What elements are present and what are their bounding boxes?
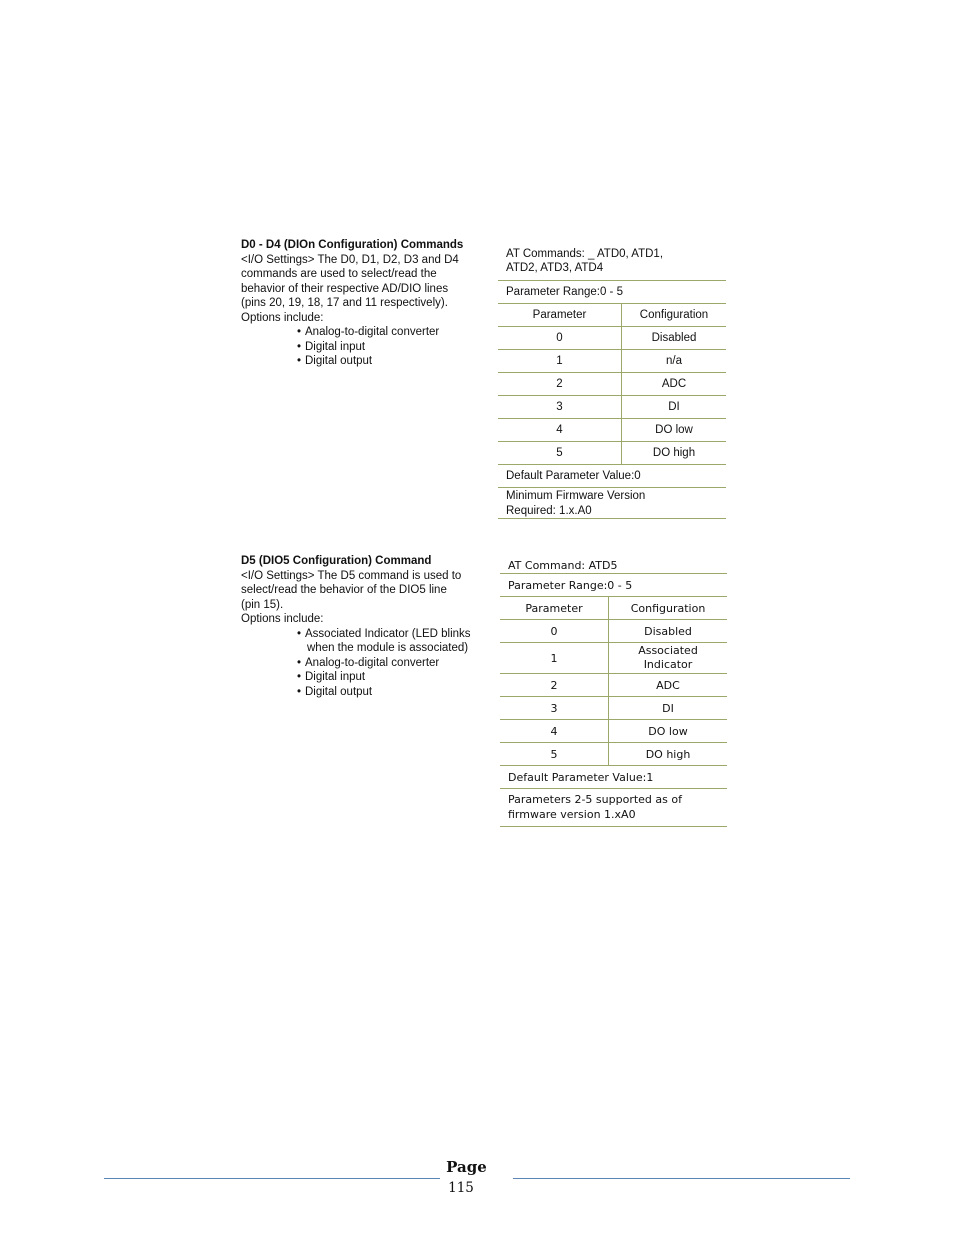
configuration-text: DO high — [645, 747, 691, 761]
parameter-cell: 5 — [498, 442, 622, 464]
section2-table — [500, 554, 727, 827]
configuration-text: Associated — [638, 643, 698, 657]
default-value-row — [500, 766, 727, 789]
section1-desc-line: Options include: — [241, 311, 324, 324]
section2-description — [241, 554, 496, 699]
configuration-cell — [609, 743, 727, 765]
default-parameter-value: Default Parameter Value:1 — [508, 770, 654, 784]
parameter-cell: 4 — [498, 419, 622, 441]
section2-desc-line: Options include: — [241, 613, 324, 625]
parameter-cell: 1 — [498, 350, 622, 372]
page-word: Page — [446, 1158, 487, 1176]
table-row — [500, 643, 727, 674]
section1-options-list — [241, 325, 491, 369]
table-row — [498, 373, 726, 396]
section2-options-list — [241, 627, 496, 700]
parameter-range-row — [500, 574, 727, 597]
configuration-cell: DO low — [655, 424, 693, 436]
section1-description — [241, 238, 491, 369]
parameter-cell: 4 — [500, 720, 609, 742]
at-commands-line: AT Commands: _ ATD0, ATD1, — [506, 248, 664, 260]
configuration-cell: ADC — [661, 378, 687, 390]
configuration-text: DO low — [648, 724, 688, 738]
table-row — [498, 442, 726, 465]
configuration-cell: DO high — [652, 447, 696, 459]
section2-desc-line: (pin 15). — [241, 598, 284, 611]
section1-table — [498, 244, 726, 519]
column-header-configuration: Configuration — [630, 601, 706, 615]
configuration-cell — [609, 720, 727, 742]
note-line: firmware version 1.xA0 — [508, 808, 636, 821]
table-row — [500, 720, 727, 743]
default-parameter-value: Default Parameter Value:0 — [506, 470, 641, 482]
configuration-text: Indicator — [643, 658, 693, 671]
at-command: AT Command: ATD5 — [508, 559, 618, 572]
parameter-cell: 3 — [500, 697, 609, 719]
table-row — [500, 620, 727, 643]
table-row — [500, 674, 727, 697]
table-row — [498, 350, 726, 373]
table-row — [498, 327, 726, 350]
note-row — [500, 789, 727, 827]
footer-divider-right — [513, 1178, 850, 1179]
list-item — [297, 627, 496, 656]
list-item: • Digital output — [297, 685, 496, 700]
firmware-line: Minimum Firmware Version — [506, 490, 646, 502]
list-item: • Analog-to-digital converter — [297, 325, 491, 340]
list-item: • Digital output — [297, 354, 491, 369]
section1-desc-line: commands are used to select/read the — [241, 268, 437, 280]
page-number: 115 — [448, 1180, 474, 1196]
table-header-row — [498, 304, 726, 327]
footer-divider-left — [104, 1178, 440, 1179]
parameter-cell: 2 — [498, 373, 622, 395]
list-item: • Digital input — [297, 340, 491, 355]
note-line: Parameters 2-5 supported as of — [508, 793, 682, 806]
parameter-range: Parameter Range:0 - 5 — [506, 286, 623, 298]
parameter-cell: 0 — [498, 327, 622, 349]
configuration-cell — [609, 620, 727, 642]
firmware-line: Required: 1.x.A0 — [506, 504, 592, 517]
list-item: • Digital input — [297, 670, 496, 685]
parameter-cell: 1 — [500, 643, 609, 673]
section2-desc-line: <I/O Settings> The D5 command is used to — [241, 569, 462, 582]
section2-title: D5 (DIO5 Configuration) Command — [241, 555, 432, 567]
configuration-cell — [609, 674, 727, 696]
table-row — [500, 743, 727, 766]
section1-desc-line: <I/O Settings> The D0, D1, D2, D3 and D4 — [241, 253, 459, 266]
at-commands-row — [498, 244, 726, 281]
option-text: Associated Indicator (LED blinks — [305, 627, 471, 640]
column-header-parameter: Parameter — [498, 304, 622, 326]
parameter-cell: 0 — [500, 620, 609, 642]
column-header-configuration: Configuration — [639, 309, 709, 321]
table-row — [498, 419, 726, 442]
column-header-parameter: Parameter — [500, 597, 609, 619]
default-value-row — [498, 465, 726, 488]
section1-desc-line: (pins 20, 19, 18, 17 and 11 respectively). — [241, 297, 448, 309]
parameter-range: Parameter Range:0 - 5 — [508, 578, 633, 592]
configuration-text: DI — [662, 701, 674, 715]
table-header-row — [500, 597, 727, 620]
section1-title: D0 - D4 (DIOn Configuration) Commands — [241, 239, 464, 251]
table-row — [498, 396, 726, 419]
parameter-cell: 2 — [500, 674, 609, 696]
configuration-cell: Disabled — [651, 332, 697, 344]
parameter-cell: 5 — [500, 743, 609, 765]
option-text: when the module is associated) — [307, 642, 469, 654]
parameter-cell: 3 — [498, 396, 622, 418]
firmware-row — [498, 488, 726, 519]
section2-desc-line: select/read the behavior of the DIO5 line — [241, 584, 447, 596]
parameter-range-row — [498, 281, 726, 304]
at-commands-line: ATD2, ATD3, ATD4 — [506, 262, 604, 274]
configuration-text: Disabled — [644, 624, 692, 638]
configuration-cell — [609, 697, 727, 719]
configuration-cell: DI — [668, 401, 680, 413]
section1-desc-line: behavior of their respective AD/DIO lines — [241, 282, 449, 295]
configuration-cell — [609, 643, 727, 673]
configuration-cell: n/a — [666, 355, 682, 367]
configuration-text: ADC — [656, 678, 680, 692]
table-row — [500, 697, 727, 720]
list-item: • Analog-to-digital converter — [297, 656, 496, 671]
at-command-row — [500, 554, 727, 574]
